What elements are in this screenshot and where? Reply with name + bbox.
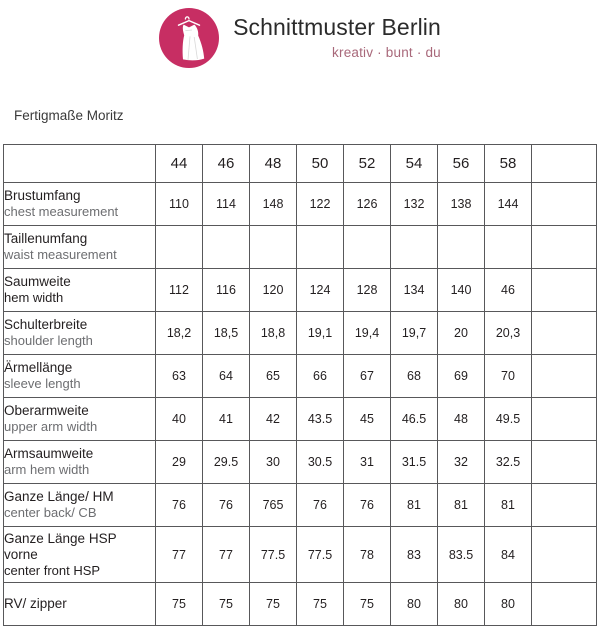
row-label-en: upper arm width (4, 419, 98, 435)
page-header (0, 0, 600, 90)
value-cell-50: 124 (297, 269, 344, 312)
value-cell-50: 30.5 (297, 441, 344, 484)
header-size-50: 50 (297, 145, 344, 183)
row-label-cell (4, 527, 156, 583)
value-cell-46: 76 (203, 484, 250, 527)
value-cell-44: 63 (156, 355, 203, 398)
row-label-cell (4, 269, 156, 312)
table-row (4, 269, 597, 312)
value-cell-52: 45 (344, 398, 391, 441)
value-cell-56 (438, 226, 485, 269)
table-body (4, 183, 597, 626)
brand-name: Schnittmuster Berlin (233, 14, 441, 41)
value-cell-52: 78 (344, 527, 391, 583)
row-blank-cell (532, 226, 597, 269)
value-cell-48: 120 (250, 269, 297, 312)
value-cell-54: 81 (391, 484, 438, 527)
brand-logo (159, 8, 441, 68)
value-cell-58: 144 (485, 183, 532, 226)
value-cell-58: 20,3 (485, 312, 532, 355)
row-label-de: Ärmellänge (4, 360, 73, 376)
value-cell-50: 122 (297, 183, 344, 226)
value-cell-58: 84 (485, 527, 532, 583)
value-cell-46: 29.5 (203, 441, 250, 484)
value-cell-44: 40 (156, 398, 203, 441)
row-label-de: Ganze Länge/ HM (4, 489, 114, 505)
row-label-de: RV/ zipper (4, 596, 67, 612)
value-cell-56: 20 (438, 312, 485, 355)
row-label-de: Taillenumfang (4, 231, 88, 247)
row-label-de: Armsaumweite (4, 446, 94, 462)
value-cell-46: 18,5 (203, 312, 250, 355)
table-row (4, 312, 597, 355)
row-label-de: Saumweite (4, 274, 71, 290)
row-label-en: center back/ CB (4, 505, 97, 521)
value-cell-58 (485, 226, 532, 269)
value-cell-46: 116 (203, 269, 250, 312)
header-size-48: 48 (250, 145, 297, 183)
value-cell-52: 67 (344, 355, 391, 398)
header-size-46: 46 (203, 145, 250, 183)
header-size-56: 56 (438, 145, 485, 183)
row-blank-cell (532, 269, 597, 312)
value-cell-44: 75 (156, 583, 203, 626)
row-blank-cell (532, 312, 597, 355)
value-cell-54 (391, 226, 438, 269)
value-cell-48: 77.5 (250, 527, 297, 583)
value-cell-46: 41 (203, 398, 250, 441)
value-cell-54: 31.5 (391, 441, 438, 484)
value-cell-54: 19,7 (391, 312, 438, 355)
row-blank-cell (532, 527, 597, 583)
value-cell-58: 49.5 (485, 398, 532, 441)
row-label-de-line2: vorne (4, 546, 38, 562)
value-cell-58: 81 (485, 484, 532, 527)
page-title: Fertigmaße Moritz (14, 108, 124, 123)
value-cell-52: 76 (344, 484, 391, 527)
value-cell-46: 64 (203, 355, 250, 398)
value-cell-56: 48 (438, 398, 485, 441)
row-label-cell (4, 183, 156, 226)
row-label-en: waist measurement (4, 247, 117, 263)
row-blank-cell (532, 484, 597, 527)
value-cell-44: 112 (156, 269, 203, 312)
row-blank-cell (532, 441, 597, 484)
table-row (4, 183, 597, 226)
value-cell-54: 68 (391, 355, 438, 398)
value-cell-52: 31 (344, 441, 391, 484)
row-label-cell (4, 484, 156, 527)
value-cell-56: 69 (438, 355, 485, 398)
measurements-table (3, 144, 597, 626)
header-size-52: 52 (344, 145, 391, 183)
table-row (4, 484, 597, 527)
value-cell-56: 83.5 (438, 527, 485, 583)
value-cell-56: 32 (438, 441, 485, 484)
value-cell-48: 148 (250, 183, 297, 226)
value-cell-50: 43.5 (297, 398, 344, 441)
row-blank-cell (532, 355, 597, 398)
value-cell-44: 77 (156, 527, 203, 583)
row-label-en: center front HSP (4, 562, 101, 578)
value-cell-50: 76 (297, 484, 344, 527)
value-cell-52: 75 (344, 583, 391, 626)
value-cell-58: 46 (485, 269, 532, 312)
table-row (4, 583, 597, 626)
value-cell-48 (250, 226, 297, 269)
value-cell-44: 18,2 (156, 312, 203, 355)
value-cell-46: 75 (203, 583, 250, 626)
value-cell-46 (203, 226, 250, 269)
row-label-en: chest measurement (4, 204, 119, 220)
brand-tagline: kreativ · bunt · du (332, 45, 441, 61)
row-label-cell (4, 441, 156, 484)
row-label-de: Schulterbreite (4, 317, 88, 333)
table-row (4, 441, 597, 484)
row-label-cell (4, 355, 156, 398)
value-cell-54: 132 (391, 183, 438, 226)
value-cell-54: 46.5 (391, 398, 438, 441)
row-label-cell (4, 312, 156, 355)
value-cell-52 (344, 226, 391, 269)
table-header-row (4, 145, 597, 183)
row-label-en: shoulder length (4, 333, 93, 349)
value-cell-50: 75 (297, 583, 344, 626)
value-cell-58: 70 (485, 355, 532, 398)
dress-on-hanger-icon (159, 8, 219, 68)
table-row (4, 398, 597, 441)
measurements-table-wrapper (3, 144, 597, 626)
value-cell-48: 75 (250, 583, 297, 626)
row-label-en: sleeve length (4, 376, 81, 392)
value-cell-48: 42 (250, 398, 297, 441)
header-size-54: 54 (391, 145, 438, 183)
value-cell-46: 77 (203, 527, 250, 583)
value-cell-52: 128 (344, 269, 391, 312)
value-cell-52: 19,4 (344, 312, 391, 355)
value-cell-50 (297, 226, 344, 269)
row-label-de: Ganze Länge HSP (4, 530, 117, 546)
value-cell-44: 110 (156, 183, 203, 226)
value-cell-56: 80 (438, 583, 485, 626)
value-cell-48: 18,8 (250, 312, 297, 355)
value-cell-44 (156, 226, 203, 269)
row-label-cell (4, 583, 156, 626)
value-cell-58: 80 (485, 583, 532, 626)
row-label-cell (4, 226, 156, 269)
value-cell-48: 30 (250, 441, 297, 484)
value-cell-50: 19,1 (297, 312, 344, 355)
value-cell-48: 765 (250, 484, 297, 527)
value-cell-44: 76 (156, 484, 203, 527)
value-cell-54: 134 (391, 269, 438, 312)
value-cell-54: 80 (391, 583, 438, 626)
row-label-de: Oberarmweite (4, 403, 89, 419)
value-cell-50: 66 (297, 355, 344, 398)
value-cell-56: 138 (438, 183, 485, 226)
value-cell-44: 29 (156, 441, 203, 484)
row-label-cell (4, 398, 156, 441)
table-row (4, 527, 597, 583)
value-cell-52: 126 (344, 183, 391, 226)
value-cell-56: 81 (438, 484, 485, 527)
value-cell-56: 140 (438, 269, 485, 312)
value-cell-54: 83 (391, 527, 438, 583)
header-size-44: 44 (156, 145, 203, 183)
table-row (4, 226, 597, 269)
row-blank-cell (532, 183, 597, 226)
value-cell-58: 32.5 (485, 441, 532, 484)
row-blank-cell (532, 583, 597, 626)
row-blank-cell (532, 398, 597, 441)
header-label-cell (4, 145, 156, 183)
header-size-58: 58 (485, 145, 532, 183)
header-blank-cell (532, 145, 597, 183)
value-cell-50: 77.5 (297, 527, 344, 583)
row-label-en: hem width (4, 290, 64, 306)
table-row (4, 355, 597, 398)
row-label-en: arm hem width (4, 462, 90, 478)
value-cell-48: 65 (250, 355, 297, 398)
row-label-de: Brustumfang (4, 188, 81, 204)
value-cell-46: 114 (203, 183, 250, 226)
